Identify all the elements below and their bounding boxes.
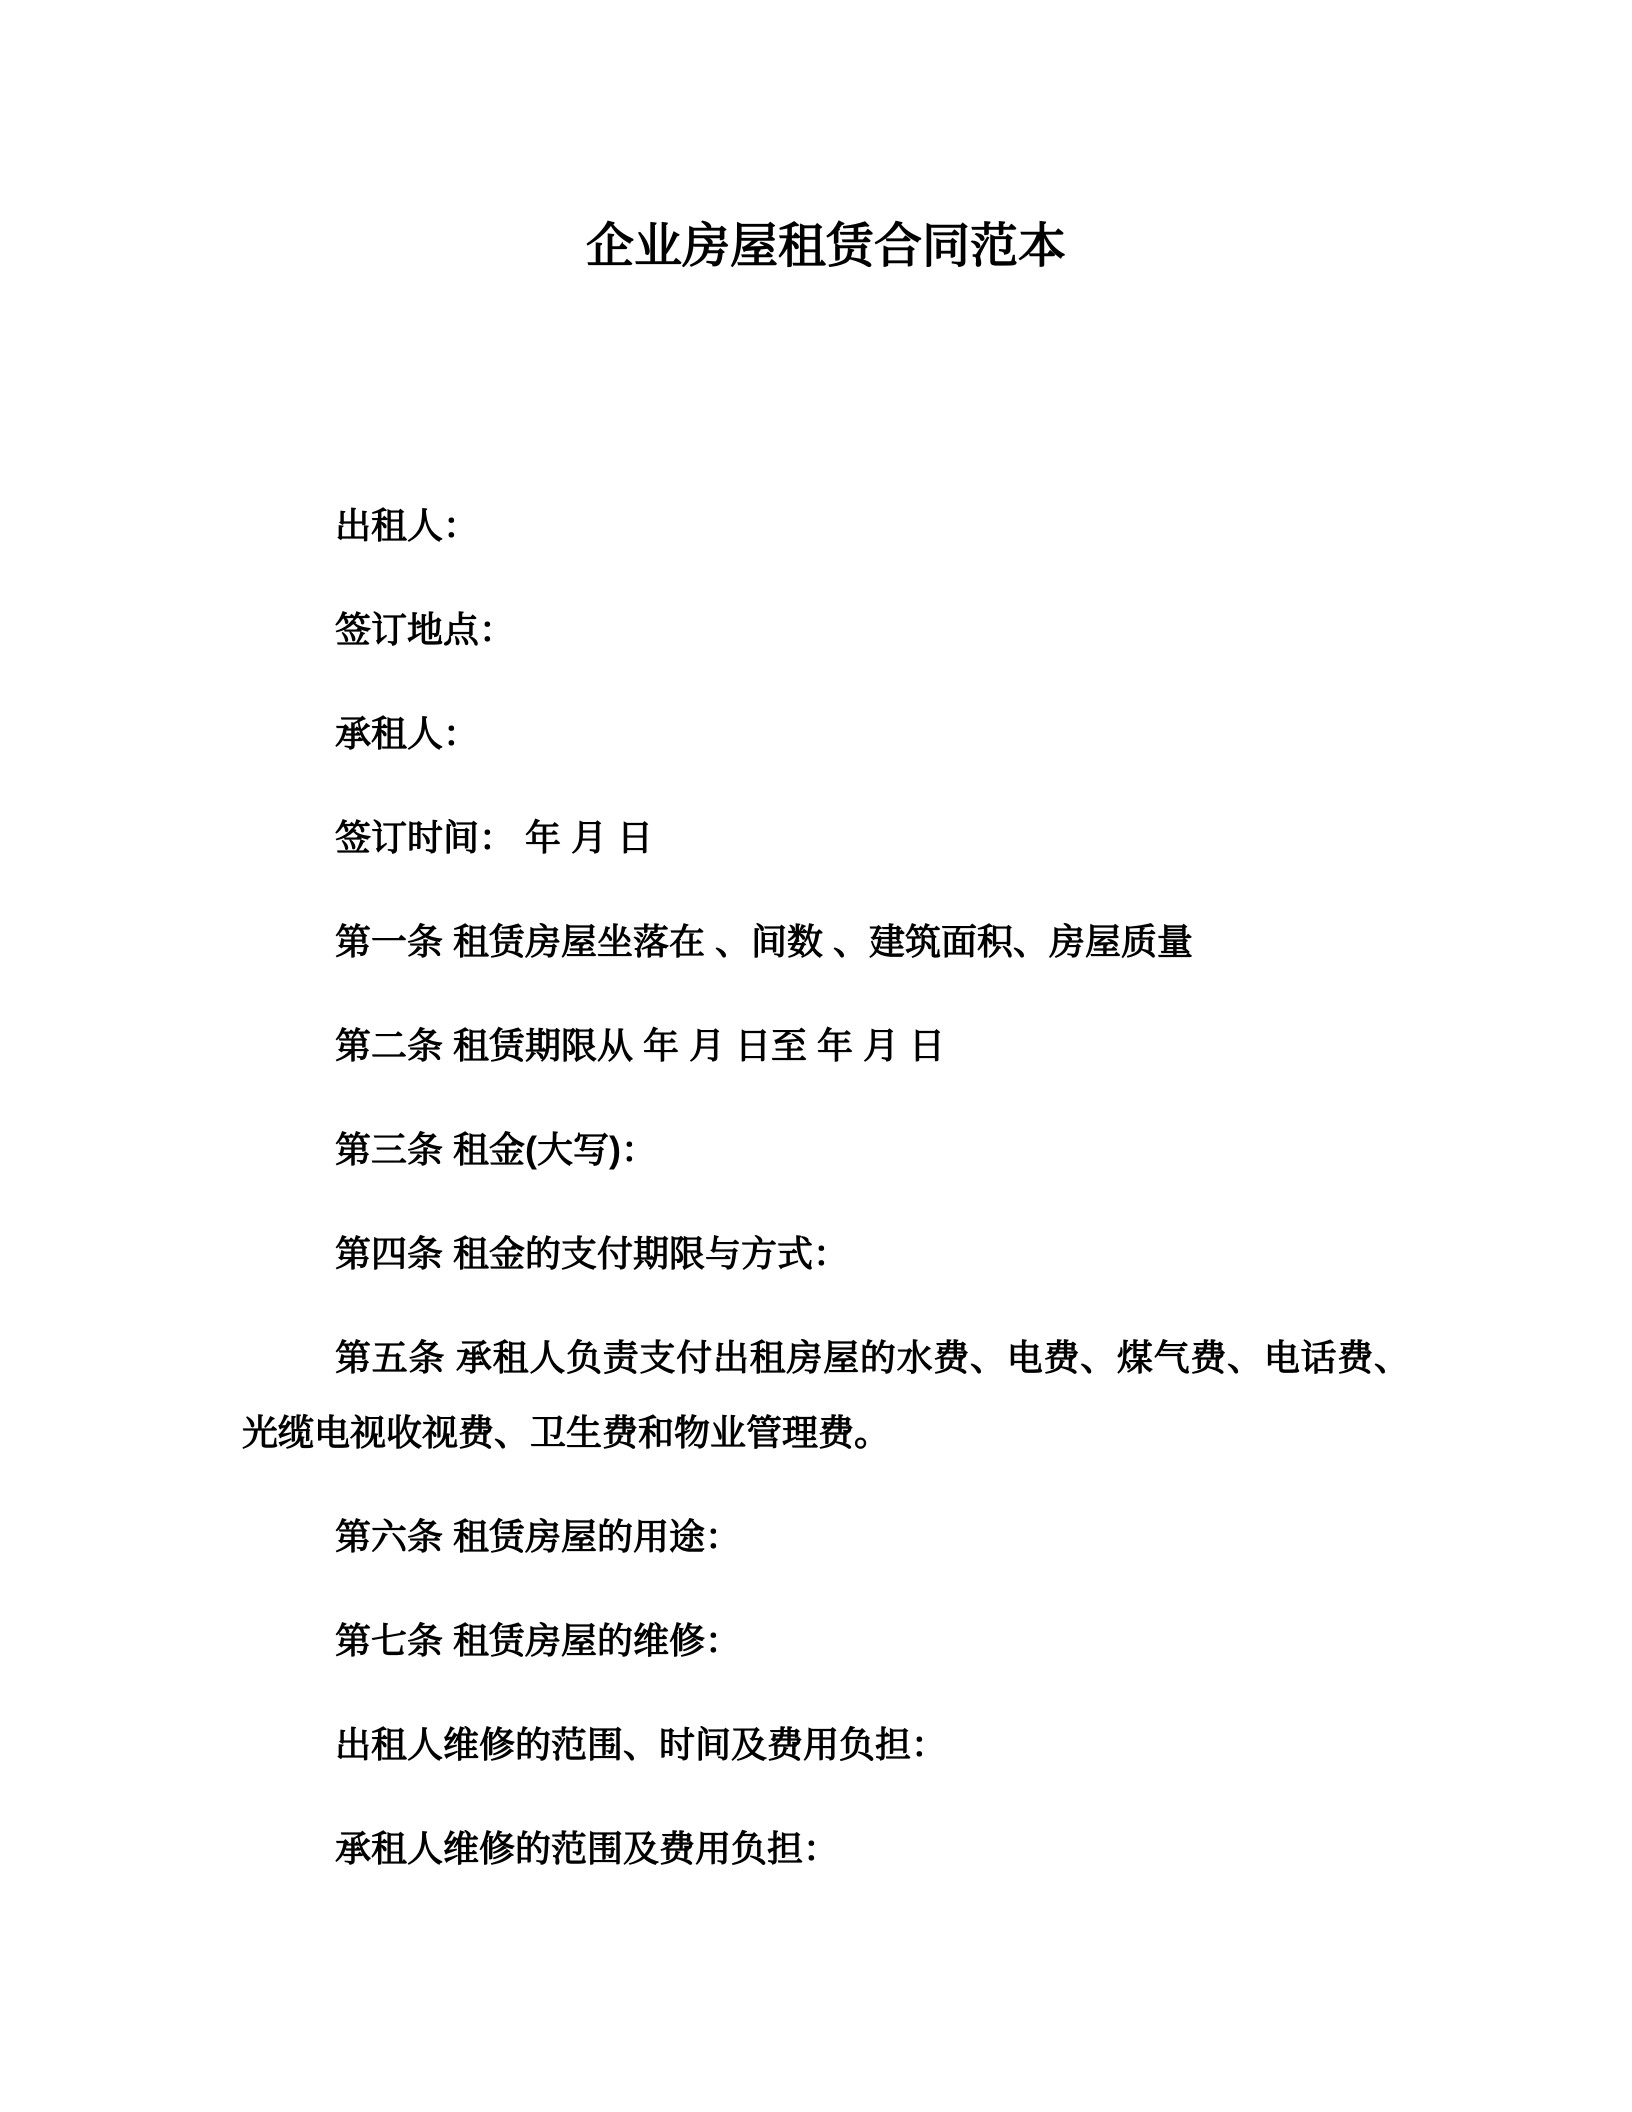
- paragraph-lessee: 承租人：: [335, 713, 480, 754]
- paragraph-lessee-repair: 承租人维修的范围及费用负担：: [335, 1828, 840, 1869]
- paragraph-signing-place: 签订地点：: [335, 609, 516, 650]
- paragraph-article-7: 第七条 租赁房屋的维修：: [335, 1620, 742, 1661]
- paragraph-article-6: 第六条 租赁房屋的用途：: [335, 1516, 742, 1557]
- document-title: 企业房屋租赁合同范本: [585, 220, 1066, 273]
- paragraph-article-4: 第四条 租金的支付期限与方式：: [335, 1233, 850, 1274]
- paragraph-article-2: 第二条 租赁期限从 年 月 日至 年 月 日: [335, 1025, 946, 1066]
- paragraph-signing-time: 签订时间： 年 月 日: [335, 817, 654, 858]
- paragraph-article-1: 第一条 租赁房屋坐落在 、间数 、建筑面积、房屋质量: [335, 921, 1194, 962]
- paragraph-lessor-repair: 出租人维修的范围、时间及费用负担：: [335, 1724, 948, 1765]
- paragraph-article-3: 第三条 租金(大写)：: [335, 1129, 657, 1170]
- paragraph-article-5: 第五条 承租人负责支付出租房屋的水费、电费、煤气费、电话费、光缆电视收视费、卫生费和物业管理费。: [242, 1337, 1410, 1453]
- paragraph-lessor: 出租人：: [335, 505, 480, 546]
